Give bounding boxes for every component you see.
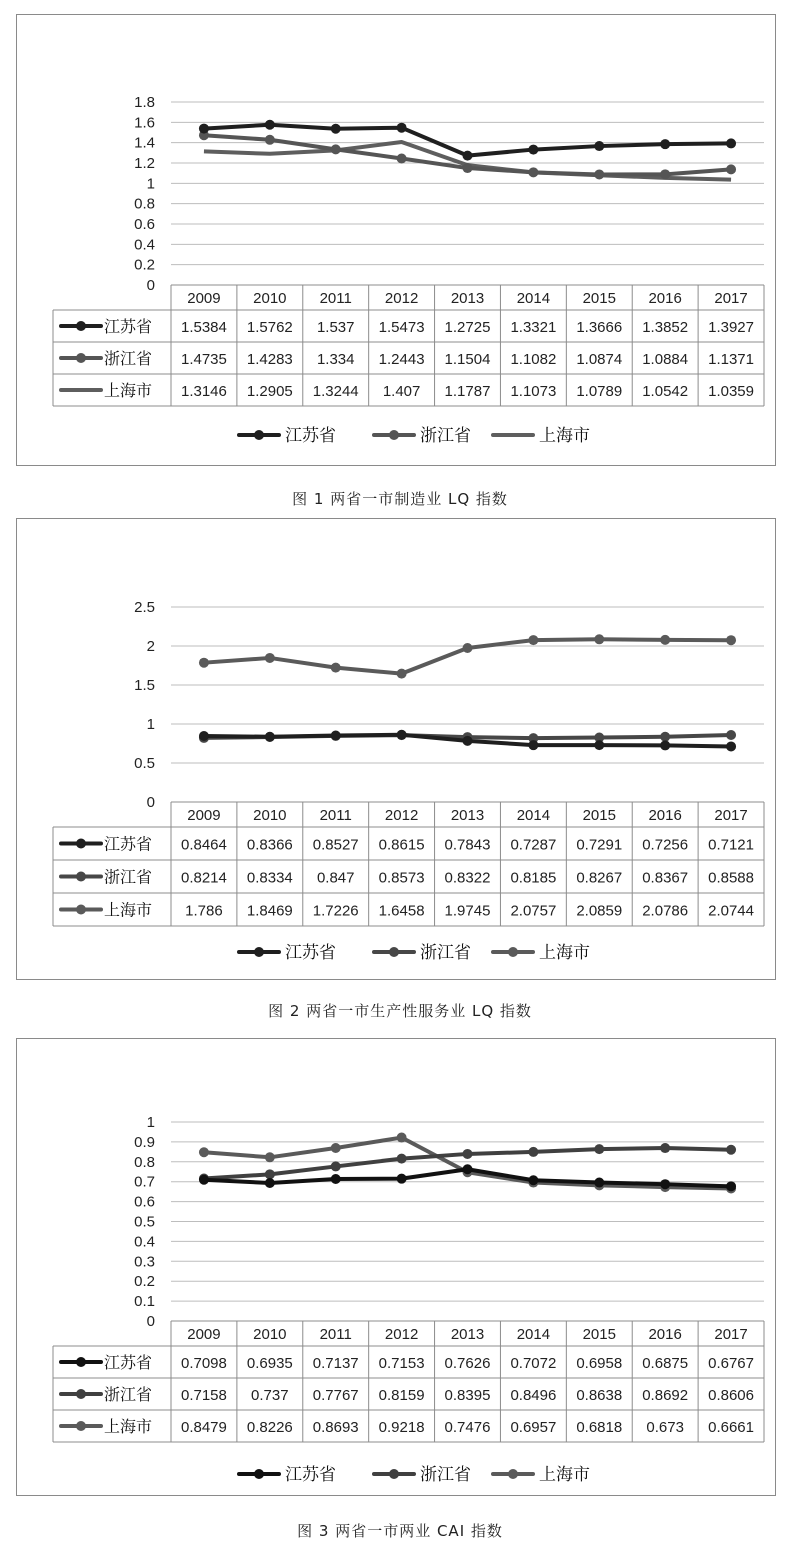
y-tick-label: 0.9 [134,1133,155,1151]
table-value-cell: 1.6458 [378,902,425,920]
table-series-name: 浙江省 [104,351,153,368]
data-point [397,1154,407,1164]
data-point [594,1178,604,1188]
table-value-cell: 1.3244 [312,383,359,400]
lq-producer-services-chart [17,519,777,981]
legend-key-marker [389,430,399,440]
data-point [594,141,604,151]
table-value-cell: 0.7072 [510,1355,557,1372]
table-value-cell: 1.0884 [642,351,689,368]
y-tick-label: 0.6 [134,1193,155,1211]
table-value-cell: 2.0786 [642,902,689,920]
data-point [397,1133,407,1143]
data-point [528,740,538,750]
x-category-label: 2017 [714,290,748,307]
legend-label: 江苏省 [285,1465,336,1484]
table-value-cell: 0.8366 [246,836,293,854]
data-point [594,169,604,179]
table-value-cell: 0.8185 [510,869,557,887]
table-value-cell: 1.0874 [576,351,623,368]
data-point [265,1169,275,1179]
data-point [726,741,736,751]
table-value-cell: 0.8334 [246,869,293,887]
legend-label: 浙江省 [420,1465,471,1484]
x-category-label: 2011 [319,290,352,307]
y-tick-label: 1 [146,716,155,733]
x-category-label: 2014 [516,807,551,824]
table-value-cell: 1.5762 [246,319,293,336]
table-value-cell: 0.7843 [444,836,491,854]
table-series-name: 江苏省 [104,319,153,336]
table-value-cell: 0.9218 [378,1419,425,1436]
table-value-cell: 0.7121 [708,836,755,854]
x-category-label: 2015 [582,807,616,824]
y-tick-label: 2.5 [134,599,155,616]
legend-label: 上海市 [539,426,590,445]
chart-panel-2 [16,518,776,980]
x-category-label: 2017 [714,807,748,824]
legend-key-marker [254,947,264,957]
table-value-cell: 0.8395 [444,1387,491,1404]
x-category-label: 2013 [450,807,485,824]
table-value-cell: 1.5473 [378,319,425,336]
y-tick-label: 1.4 [134,134,155,152]
table-value-cell: 0.847 [316,869,355,887]
figure-caption-2: 图 2 两省一市生产性服务业 LQ 指数 [268,1002,532,1020]
table-value-cell: 0.7291 [576,836,623,854]
table-legend-key-marker [76,1421,86,1431]
table-value-cell: 2.0859 [576,902,623,920]
data-point [726,1181,736,1191]
data-point [463,163,473,173]
y-tick-label: 0.6 [134,216,155,233]
table-value-cell: 1.3852 [642,319,689,336]
table-value-cell: 1.1082 [510,351,557,368]
table-value-cell: 1.1787 [444,383,491,400]
data-point [528,167,538,177]
x-category-label: 2016 [648,807,682,824]
x-category-label: 2017 [714,1326,748,1343]
legend-label: 浙江省 [420,426,471,445]
table-value-cell: 0.8322 [444,869,491,887]
table-value-cell: 0.8588 [708,869,755,887]
data-point [265,135,275,145]
table-value-cell: 0.8214 [180,869,227,887]
x-category-label: 2011 [319,1326,352,1343]
table-value-cell: 0.8692 [642,1387,689,1404]
figure-caption-3: 图 3 两省一市两业 CAI 指数 [297,1522,503,1540]
x-category-label: 2012 [384,1326,419,1343]
table-value-cell: 2.0757 [510,902,557,920]
table-value-cell: 1.4735 [180,351,227,368]
table-value-cell: 0.7287 [510,836,557,854]
data-point [331,1143,341,1153]
table-value-cell: 0.8573 [378,869,425,887]
data-point [397,153,407,163]
cai-index-chart [17,1039,777,1497]
y-tick-label: 1.8 [134,94,155,111]
table-series-name: 上海市 [104,383,153,400]
x-category-label: 2012 [384,807,419,824]
table-value-cell: 1.786 [185,902,223,920]
data-point [331,730,341,740]
legend-key-marker [508,1469,518,1479]
data-point [397,730,407,740]
table-value-cell: 1.4283 [246,351,293,368]
table-value-cell: 1.2725 [444,319,491,336]
table-value-cell: 0.7153 [378,1355,425,1372]
table-value-cell: 0.6818 [576,1419,623,1436]
data-point [660,1179,670,1189]
y-tick-label: 0 [146,277,155,294]
x-category-label: 2013 [450,290,485,307]
data-point [528,1147,538,1157]
x-category-label: 2016 [648,1326,682,1343]
table-value-cell: 1.0789 [576,383,623,400]
legend-key-marker [389,947,399,957]
x-category-label: 2014 [516,290,551,307]
table-value-cell: 1.1371 [708,351,755,368]
table-value-cell: 0.737 [251,1387,289,1404]
table-value-cell: 0.673 [646,1419,684,1436]
data-point [331,144,341,154]
data-point [660,732,670,742]
table-value-cell: 1.0359 [708,383,755,400]
table-value-cell: 0.6767 [708,1355,755,1372]
data-point [265,120,275,130]
legend-label: 江苏省 [285,943,336,962]
data-point [726,730,736,740]
table-value-cell: 1.3666 [576,319,623,336]
table-value-cell: 0.8226 [246,1419,293,1436]
table-value-cell: 0.7137 [312,1355,359,1372]
chart-panel-3 [16,1038,776,1496]
table-value-cell: 0.7158 [180,1387,227,1404]
table-value-cell: 1.537 [316,319,355,336]
table-value-cell: 1.1504 [444,351,491,368]
y-tick-label: 1.5 [134,677,155,694]
data-point [265,732,275,742]
y-tick-label: 1.2 [134,155,155,172]
table-legend-key-marker [76,905,86,915]
table-value-cell: 1.407 [382,383,421,400]
table-value-cell: 0.6661 [708,1419,755,1436]
y-tick-label: 0.4 [134,236,155,254]
y-tick-label: 0.5 [134,755,155,772]
table-legend-key-marker [76,839,86,849]
x-category-label: 2011 [319,807,352,824]
table-value-cell: 1.0542 [642,383,689,400]
table-value-cell: 0.8464 [180,836,227,854]
table-value-cell: 0.6957 [510,1419,557,1436]
x-category-label: 2013 [450,1326,485,1343]
y-tick-label: 0.2 [134,256,155,274]
data-point [463,1164,473,1174]
table-legend-key-marker [76,1357,86,1367]
table-legend-key-marker [76,872,86,882]
x-category-label: 2009 [187,1326,221,1343]
legend-label: 浙江省 [420,943,471,962]
data-point [199,1147,209,1157]
table-value-cell: 0.7626 [444,1355,491,1372]
table-value-cell: 0.6875 [642,1355,689,1372]
data-point [726,164,736,174]
data-point [265,1178,275,1188]
table-value-cell: 1.5384 [180,319,227,336]
x-category-label: 2009 [187,807,221,824]
table-value-cell: 1.334 [316,351,355,368]
x-category-label: 2012 [384,290,419,307]
x-category-label: 2014 [516,1326,551,1343]
data-point [660,139,670,149]
table-value-cell: 0.7098 [180,1355,227,1372]
data-point [199,731,209,741]
table-value-cell: 1.3927 [708,319,755,336]
lq-manufacturing-chart [17,15,777,467]
y-tick-label: 0.5 [134,1213,155,1231]
chart-panel-1 [16,14,776,466]
data-point [199,1175,209,1185]
data-point [199,658,209,668]
table-series-name: 江苏省 [104,1355,153,1372]
data-point [463,151,473,161]
y-tick-label: 0.1 [134,1293,155,1311]
y-tick-label: 0.4 [134,1233,155,1251]
table-legend-key-marker [76,321,86,331]
table-value-cell: 0.8367 [642,869,689,887]
table-series-name: 江苏省 [104,836,153,854]
table-value-cell: 0.8527 [312,836,359,854]
data-point [660,1143,670,1153]
data-point [265,653,275,663]
data-point [331,663,341,673]
data-point [528,145,538,155]
y-tick-label: 1.6 [134,114,155,132]
legend-key-marker [508,947,518,957]
y-tick-label: 0.7 [134,1173,155,1191]
y-tick-label: 0 [146,1313,155,1330]
data-point [594,1144,604,1154]
legend-label: 上海市 [539,943,590,962]
data-point [463,736,473,746]
data-point [463,643,473,653]
table-value-cell: 0.7476 [444,1419,491,1436]
table-legend-key-marker [76,353,86,363]
data-point [594,634,604,644]
data-point [397,669,407,679]
y-tick-label: 0.3 [134,1253,155,1271]
table-value-cell: 0.8638 [576,1387,623,1404]
data-point [726,1145,736,1155]
x-category-label: 2015 [582,290,616,307]
data-point [331,1161,341,1171]
table-value-cell: 1.3321 [510,319,557,336]
table-value-cell: 0.8267 [576,869,623,887]
table-value-cell: 1.8469 [246,902,293,920]
table-series-name: 上海市 [104,1419,153,1436]
table-value-cell: 0.7256 [642,836,689,854]
y-tick-label: 2 [146,638,155,655]
data-point [265,1152,275,1162]
data-point [199,124,209,134]
x-category-label: 2009 [187,290,221,307]
y-tick-label: 0.2 [134,1273,155,1291]
table-value-cell: 0.8479 [180,1419,227,1436]
x-category-label: 2010 [253,290,287,307]
data-point [660,169,670,179]
legend-label: 上海市 [539,1465,590,1484]
y-tick-label: 0.8 [134,1153,155,1171]
table-value-cell: 0.8159 [378,1387,425,1404]
data-point [528,635,538,645]
data-point [594,740,604,750]
table-value-cell: 1.2443 [378,351,425,368]
table-legend-key-marker [76,1389,86,1399]
table-value-cell: 0.8606 [708,1387,755,1404]
table-value-cell: 0.6958 [576,1355,623,1372]
x-category-label: 2010 [253,1326,287,1343]
legend-label: 江苏省 [285,426,336,445]
data-point [660,635,670,645]
data-point [397,123,407,133]
table-value-cell: 0.8496 [510,1387,557,1404]
legend-key-marker [254,430,264,440]
legend-key-marker [389,1469,399,1479]
table-value-cell: 1.3146 [180,383,227,400]
table-value-cell: 0.7767 [312,1387,359,1404]
y-tick-label: 1 [146,1114,155,1131]
data-point [463,1149,473,1159]
table-series-name: 上海市 [104,902,153,920]
table-value-cell: 0.8615 [378,836,425,854]
table-value-cell: 1.9745 [444,902,491,920]
data-point [660,740,670,750]
table-series-name: 浙江省 [104,869,153,887]
data-point [331,1174,341,1184]
legend-key-marker [254,1469,264,1479]
y-tick-label: 1 [146,175,155,193]
data-point [528,1175,538,1185]
table-value-cell: 1.7226 [312,902,359,920]
data-point [397,1174,407,1184]
x-category-label: 2016 [648,290,682,307]
table-value-cell: 1.2905 [246,383,293,400]
data-point [726,635,736,645]
table-series-name: 浙江省 [104,1387,153,1404]
table-value-cell: 0.6935 [246,1355,293,1372]
x-category-label: 2015 [582,1326,616,1343]
table-value-cell: 0.8693 [312,1419,359,1436]
table-value-cell: 1.1073 [510,383,557,400]
data-point [726,138,736,148]
data-point [331,124,341,134]
y-tick-label: 0 [146,794,155,811]
y-tick-label: 0.8 [134,195,155,213]
x-category-label: 2010 [253,807,287,824]
figure-caption-1: 图 1 两省一市制造业 LQ 指数 [292,490,508,508]
table-value-cell: 2.0744 [708,902,755,920]
